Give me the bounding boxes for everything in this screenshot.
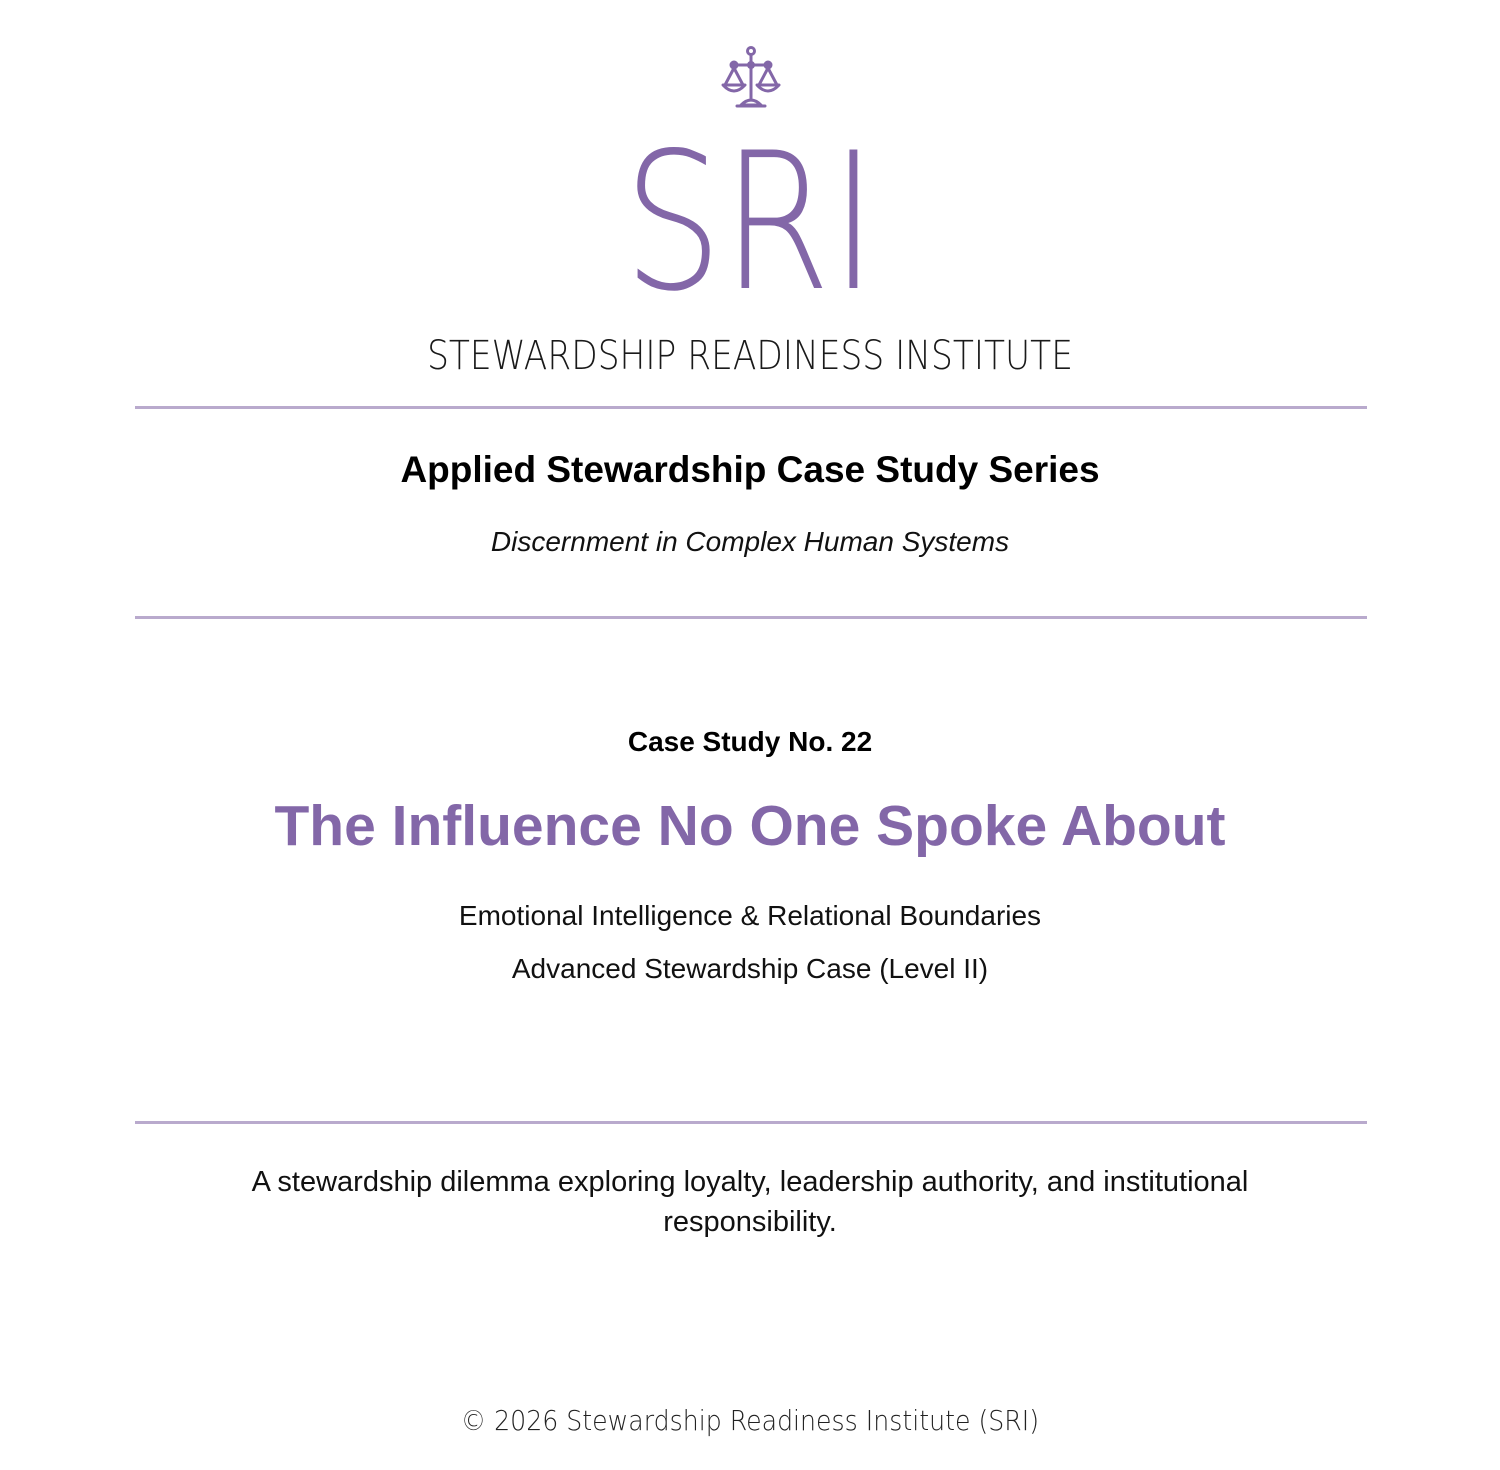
case-number: Case Study No. 22: [627, 726, 873, 757]
copyright-notice: © 2026 Stewardship Readiness Institute (SRI): [460, 1404, 1040, 1437]
series-subtitle: Discernment in Complex Human Systems: [490, 526, 1010, 557]
series-title: Applied Stewardship Case Study Series: [400, 449, 1100, 490]
divider: [135, 616, 1367, 619]
brand-abbreviation: SRI: [623, 112, 877, 333]
scales-of-justice-icon: [720, 45, 782, 111]
divider: [135, 406, 1367, 409]
case-summary: A stewardship dilemma exploring loyalty, leadership authority, and institutional responsibility.: [251, 1166, 1249, 1238]
divider: [135, 1121, 1367, 1124]
case-topic: Emotional Intelligence & Relational Boundaries: [458, 900, 1042, 931]
brand-name: STEWARDSHIP READINESS INSTITUTE: [427, 333, 1073, 379]
case-title: The Influence No One Spoke About: [274, 794, 1226, 858]
case-level: Advanced Stewardship Case (Level II): [511, 953, 989, 984]
